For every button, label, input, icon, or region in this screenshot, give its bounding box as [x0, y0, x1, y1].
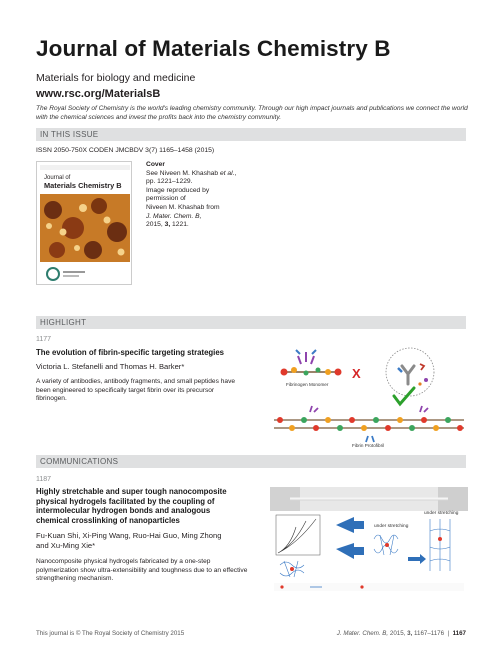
highlight-article-title-link[interactable]: The evolution of fibrin-specific targeting strategies [36, 348, 225, 357]
journal-url-link[interactable]: www.rsc.org/MaterialsB [36, 88, 161, 100]
network-icon-3 [430, 519, 450, 571]
cover-caption-title: Cover [146, 161, 165, 168]
cover-caption-line [146, 221, 256, 230]
footer-page-number: 1167 [452, 630, 466, 637]
cover-image[interactable] [36, 161, 132, 285]
cover-artwork-icon [37, 162, 132, 285]
cover-caption-line: J. Mater. Chem. B, [146, 212, 202, 220]
graphic-label-stretch-1: under stretching [374, 524, 409, 529]
arrow-up-icon [336, 517, 364, 533]
hydrogel-graphic-icon [270, 487, 468, 593]
communications-article-title-link[interactable] [36, 487, 276, 525]
graphic-label-stretch-2: under stretching [424, 511, 459, 516]
cover-journal-big: Materials Chemistry B [44, 181, 122, 190]
stress-strain-plot-icon [276, 515, 320, 555]
journal-title: Journal of Materials Chemistry B [36, 36, 391, 61]
title-line: physical hydrogels facilitated by the coupling of [36, 496, 215, 506]
cover-caption-volume: 3, [164, 221, 171, 229]
title-line: Highly stretchable and super tough nanocomposite [36, 487, 227, 496]
journal-subtitle: Materials for biology and medicine [36, 72, 196, 84]
cover-caption-line: Niveen M. Khashab from [146, 203, 220, 211]
title-line: chemical crosslinking of nanoparticles [36, 515, 180, 525]
issn-line: ISSN 2050-750X CODEN JMCBDV 3(7) 1165–1458 (2015) [36, 147, 215, 154]
fibrinogen-monomer-icon [281, 350, 342, 376]
arrow-down-icon [336, 543, 364, 559]
arrow-right-icon [408, 554, 426, 564]
cover-caption-text: See Niveen M. Khashab [146, 169, 219, 177]
cover-caption-page: 1221. [172, 221, 189, 229]
cover-caption [146, 161, 256, 230]
cover-journal-small: Journal of [44, 175, 71, 181]
cover-caption-year: 2015, [146, 221, 163, 229]
graphic-label-protofibril: Fibrin Protofibril [352, 443, 385, 448]
footer-journal: J. Mater. Chem. B, [336, 630, 389, 637]
cover-caption-line: pp. 1221–1229. [146, 178, 193, 186]
cover-caption-line: permission of [146, 195, 186, 203]
cover-caption-etal: et al. [219, 169, 235, 177]
highlight-authors: Victoria L. Stefanelli and Thomas H. Barker* [36, 362, 185, 371]
section-bar-communications: COMMUNICATIONS [36, 455, 466, 468]
authors-line: and Xu-Ming Xie* [36, 540, 96, 550]
rsc-blurb: The Royal Society of Chemistry is the world's leading chemistry community. Through our high impact journals and publications we connect the world with the chemical sciences and invest the profits back into the chemistry community. [36, 105, 468, 121]
fibrin-protofibril-icon [274, 406, 464, 442]
footer-volume: 3, [407, 630, 413, 637]
fibrin-graphic-icon [270, 346, 468, 450]
highlight-page-number: 1177 [36, 336, 52, 343]
communications-abstract: Nanocomposite physical hydrogels fabricated by a one-step polymerization show ultra-extensibility and toughness due to an effective strengthening mechanism. [36, 558, 248, 582]
communications-graphic[interactable] [270, 487, 468, 593]
footer-citation: J. Mater. Chem. B, 2015, 3, 1167–1176 | 1167 [336, 630, 466, 637]
highlight-graphic[interactable] [270, 346, 468, 450]
x-mark-icon: X [352, 366, 361, 381]
cover-caption-line: See Niveen M. Khashab et al., [146, 169, 237, 177]
section-bar-in-this-issue: IN THIS ISSUE [36, 128, 466, 141]
authors-line: Fu-Kuan Shi, Xi-Ping Wang, Ruo-Hai Guo, Ming Zhong [36, 531, 222, 540]
communications-authors [36, 531, 276, 550]
graphic-label-fibrinogen: Fibrinogen Monomer [286, 382, 329, 387]
section-bar-highlight: HIGHLIGHT [36, 316, 466, 329]
communications-page-number: 1187 [36, 476, 52, 483]
title-line: intermolecular hydrogen bonds and analogous [36, 506, 211, 515]
footer-pages: 1167–1176 [414, 630, 445, 637]
highlight-abstract: A variety of antibodies, antibody fragments, and small peptides have been engineered to specifically target fibrin over its precursor fibrinogen. [36, 378, 236, 402]
footer-year: 2015, [389, 630, 406, 637]
cover-caption-line: Image reproduced by [146, 186, 210, 194]
footer-copyright: This journal is © The Royal Society of Chemistry 2015 [36, 630, 185, 637]
